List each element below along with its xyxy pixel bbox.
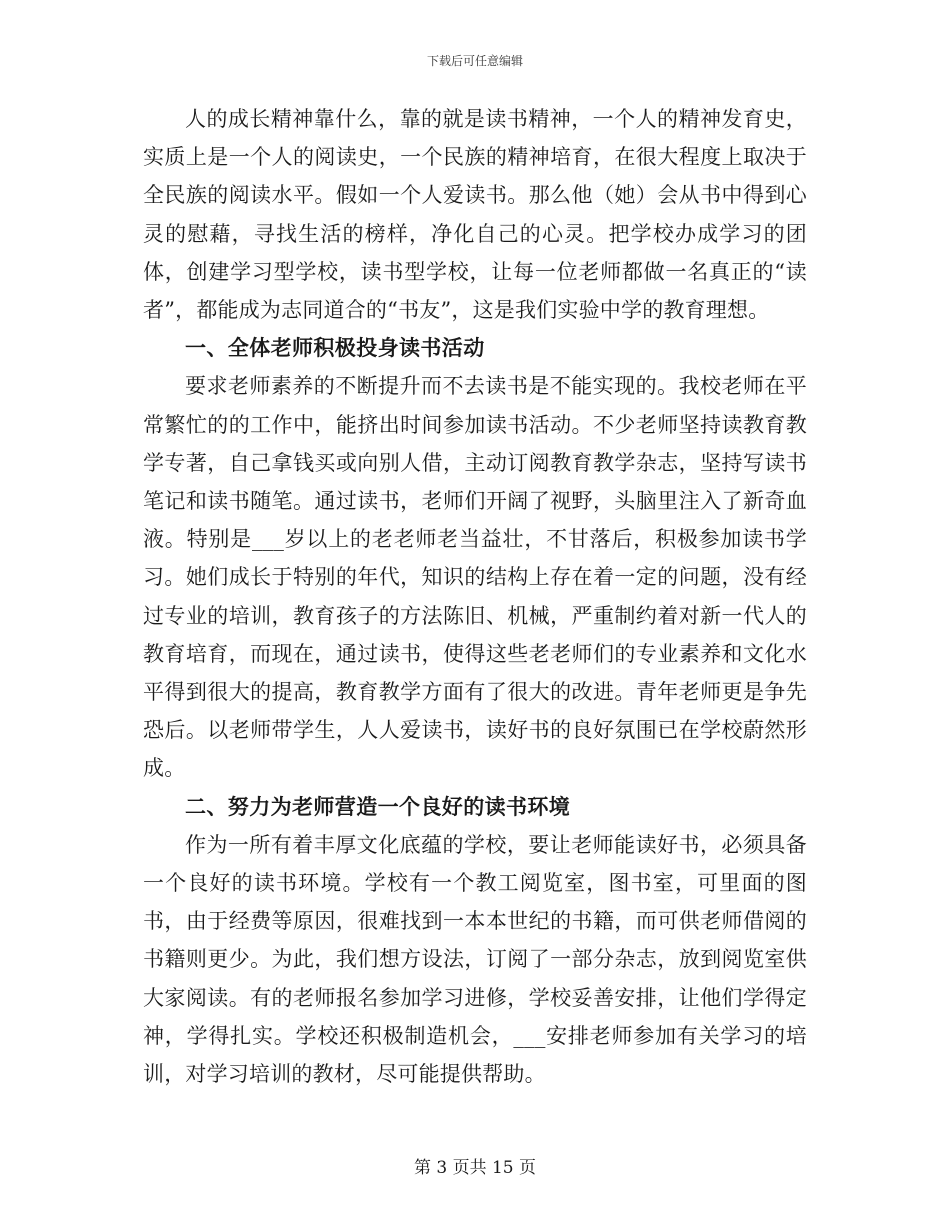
- section-2-paragraph: 作为一所有着丰厚文化底蕴的学校，要让老师能读好书，必须具备一个良好的读书环境。学校有一个教工阅览室，图书室，可里面的图书，由于经费等原因，很难找到一本本世纪的书籍，而可供老师借阅的书籍则更少。为此，我们想方设法，订阅了一部分杂志，放到阅览室供大家阅读。有的老师报名参加学习进修，学校妥善安排，让他们学得定神，学得扎实。学校还积极制造机会，___安排老师参加有关学习的培训，对学习培训的教材，尽可能提供帮助。: [143, 832, 807, 1087]
- section-1-paragraph: 要求老师素养的不断提升而不去读书是不能实现的。我校老师在平常繁忙的的工作中，能挤出时间参加读书活动。不少老师坚持读教育教学专著，自己拿钱买或向别人借，主动订阅教育教学杂志，坚持写读书笔记和读书随笔。通过读书，老师们开阔了视野，头脑里注入了新奇血液。特别是___岁以上的老老师老当益壮，不甘落后，积极参加读书学习。她们成长于特别的年代，知识的结构上存在着一定的问题，没有经过专业的培训，教育孩子的方法陈旧、机械，严重制约着对新一代人的教育培育，而现在，通过读书，使得这些老老师们的专业素养和文化水平得到很大的提高，教育教学方面有了很大的改进。青年老师更是争先恐后。以老师带学生，人人爱读书，读好书的良好氛围已在学校蔚然形成。: [143, 374, 807, 781]
- page-header: 下载后可任意编辑: [426, 54, 523, 68]
- page-number-footer: 第 3 页共 15 页: [413, 1158, 537, 1178]
- section-1-heading: 一、全体老师积极投身读书活动: [185, 336, 485, 361]
- document-body: [143, 100, 807, 1093]
- intro-paragraph: 人的成长精神靠什么，靠的就是读书精神，一个人的精神发育史，实质上是一个人的阅读史，一个民族的精神培育，在很大程度上取决于全民族的阅读水平。假如一个人爱读书。那么他（她）会从书中得到心灵的慰藉，寻找生活的榜样，净化自己的心灵。把学校办成学习的团体，创建学习型学校，读书型学校，让每一位老师都做一名真正的“读者”，都能成为志同道合的“书友”，这是我们实验中学的教育理想。: [143, 107, 807, 323]
- section-2-heading: 二、努力为老师营造一个良好的读书环境: [185, 794, 571, 819]
